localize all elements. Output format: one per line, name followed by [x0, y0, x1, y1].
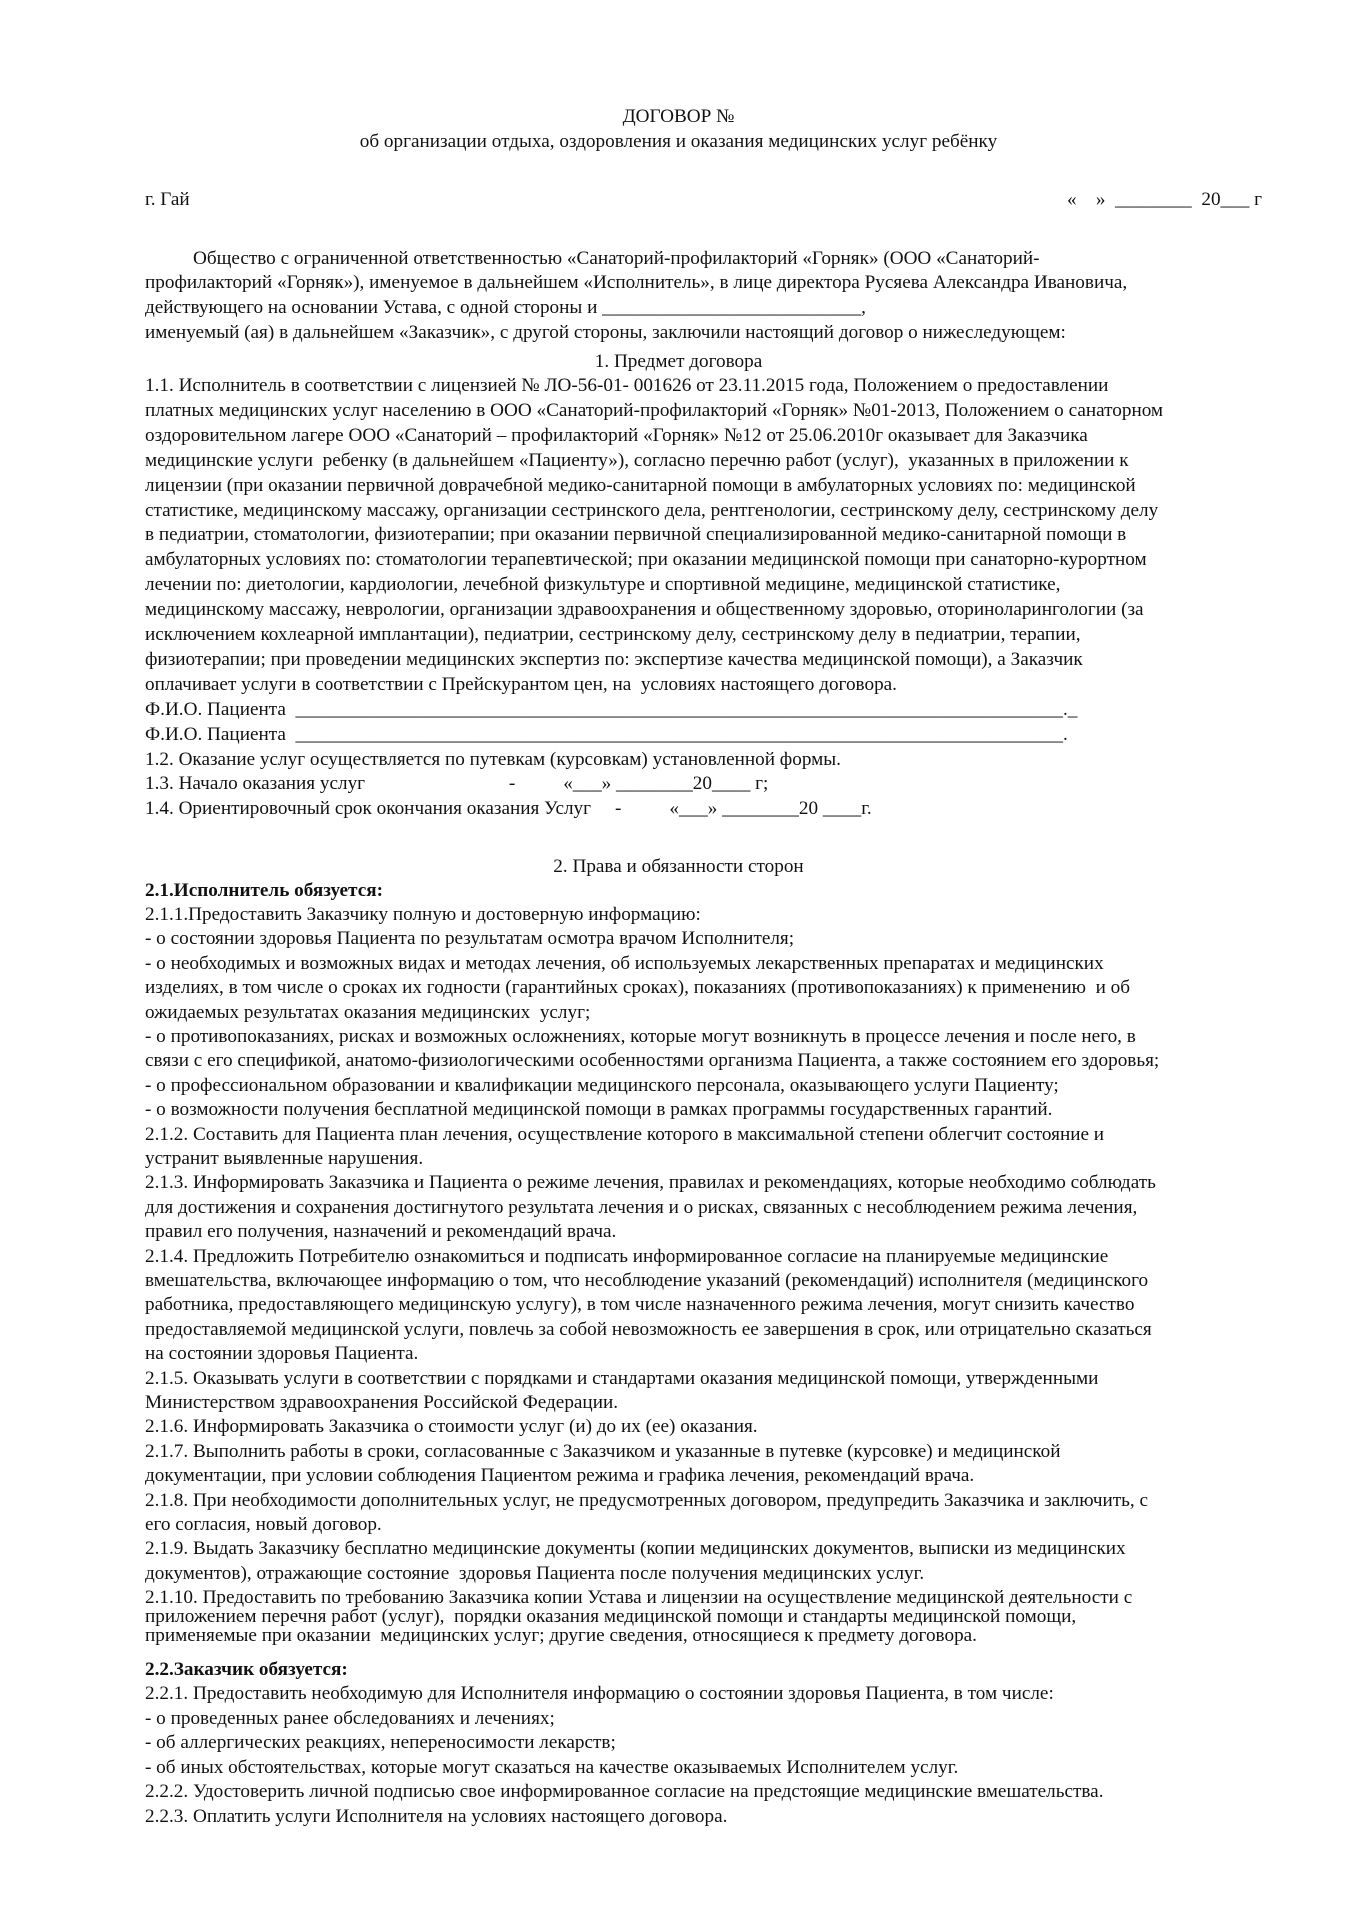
text-line: медицинскому массажу, неврологии, организации здравоохранения и общественному здоровью, оториноларингологии (за — [145, 599, 1144, 620]
text-line: - об аллергических реакциях, непереносимости лекарств; — [145, 1732, 616, 1753]
text-line: 1.1. Исполнитель в соответствии с лицензией № ЛО-56-01- 001626 от 23.11.2015 года, Положением о предоставлении — [145, 375, 1109, 396]
text-line: 2.2.1. Предоставить необходимую для Исполнителя информацию о состоянии здоровья Пациента, в том числе: — [145, 1683, 1054, 1704]
text-line: - о проведенных ранее обследованиях и лечениях; — [145, 1708, 555, 1729]
date-line: « » ________ 20___ г — [1067, 189, 1262, 210]
text-line: физиотерапии; при проведении медицинских экспертиз по: экспертизе качества медицинской помощи), а Заказчик — [145, 649, 1083, 670]
text-line: связи с его спецификой, анатомо-физиологическими особенностями организма Пациента, а также состоянием его здоровья; — [145, 1050, 1160, 1071]
text-line: лицензии (при оказании первичной доврачебной медико-санитарной помощи в амбулаторных условиях по: медицинской — [145, 475, 1136, 496]
text-line: 2.1.4. Предложить Потребителю ознакомиться и подписать информированное согласие на планируемые медицинские — [145, 1246, 1109, 1267]
text-line: Общество с ограниченной ответственностью «Санаторий-профилакторий «Горняк» (ООО «Санаторий- — [145, 248, 1040, 269]
text-line: 1.2. Оказание услуг осуществляется по путевкам (курсовкам) установленной формы. — [145, 749, 841, 770]
text-line: Ф.И.О. Пациента ________________________________________________________________________________._ — [145, 699, 1078, 720]
text-line: профилакторий «Горняк»), именуемое в дальнейшем «Исполнитель», в лице директора Русяева Александра Ивановича, — [145, 272, 1128, 293]
text-line: - о противопоказаниях, рисках и возможных осложнениях, которые могут возникнуть в процессе лечения и после него, в — [145, 1026, 1136, 1047]
document-subtitle: об организации отдыха, оздоровления и оказания медицинских услуг ребёнку — [359, 131, 998, 152]
text-line: Министерством здравоохранения Российской Федерации. — [145, 1392, 619, 1413]
text-line: - о состоянии здоровья Пациента по результатам осмотра врачом Исполнителя; — [145, 928, 795, 949]
text-line: в педиатрии, стоматологии, физиотерапии; при оказании первичной специализированной медико-санитарной помощи в — [145, 524, 1127, 545]
executor-obligations-heading: 2.1.Исполнитель обязуется: — [145, 880, 384, 901]
city: г. Гай — [145, 189, 190, 210]
text-line: - об иных обстоятельствах, которые могут сказаться на качестве оказываемых Исполнителем услуг. — [145, 1757, 959, 1778]
text-line: ожидаемых результатах оказания медицинских услуг; — [145, 1002, 591, 1023]
text-line: Ф.И.О. Пациента ________________________________________________________________________________. — [145, 724, 1068, 745]
text-line: именуемый (ая) в дальнейшем «Заказчик», с другой стороны, заключили настоящий договор о нижеследующем: — [145, 322, 1066, 343]
text-line: оплачивает услуги в соответствии с Прейскурантом цен, на условиях настоящего договора. — [145, 674, 897, 695]
text-line: амбулаторных условиях по: стоматологии терапевтической; при оказании медицинской помощи при санаторно-курортном — [145, 549, 1147, 570]
text-line: устранит выявленные нарушения. — [145, 1148, 424, 1169]
text-line: лечении по: диетологии, кардиологии, лечебной физкультуре и спортивной медицине, медицинской статистике, — [145, 574, 1061, 595]
text-line: 2.1.8. При необходимости дополнительных услуг, не предусмотренных договором, предупредить Заказчика и заключить, с — [145, 1490, 1149, 1511]
text-line: на состоянии здоровья Пациента. — [145, 1343, 419, 1364]
text-line: 2.1.5. Оказывать услуги в соответствии с порядками и стандартами оказания медицинской помощи, утвержденными — [145, 1368, 1099, 1389]
customer-obligations-heading: 2.2.Заказчик обязуется: — [145, 1659, 348, 1680]
text-line: приложением перечня работ (услуг), порядки оказания медицинской помощи и стандарты медицинской помощи, — [145, 1606, 1077, 1627]
text-line: правил его получения, назначений и рекомендаций врача. — [145, 1221, 617, 1242]
text-line: платных медицинских услуг населению в ООО «Санаторий-профилакторий «Горняк» №01-2013, Положением о санаторном — [145, 400, 1164, 421]
text-line: 2.2.2. Удостоверить личной подписью свое информированное согласие на предстоящие медицинские вмешательства. — [145, 1781, 1104, 1802]
text-line: для достижения и сохранения достигнутого результата лечения и о рисках, связанных с несоблюдением режима лечения, — [145, 1197, 1138, 1218]
text-line: 2.1.2. Составить для Пациента план лечения, осуществление которого в максимальной степени облегчит состояние и — [145, 1124, 1105, 1145]
text-line: - о профессиональном образовании и квалификации медицинского персонала, оказывающего услуги Пациенту; — [145, 1075, 1059, 1096]
document-title: ДОГОВОР № — [622, 106, 735, 127]
text-line: медицинские услуги ребенку (в дальнейшем «Пациенту»), согласно перечню работ (услуг), указанных в приложении к — [145, 450, 1129, 471]
text-line: - о возможности получения бесплатной медицинской помощи в рамках программы государственных гарантий. — [145, 1099, 1053, 1120]
text-line: 2.1.1.Предоставить Заказчику полную и достоверную информацию: — [145, 904, 701, 925]
text-line: вмешательства, включающее информацию о том, что несоблюдение указаний (рекомендаций) исполнителя (медицинского — [145, 1270, 1149, 1291]
text-line: 2.1.9. Выдать Заказчику бесплатно медицинские документы (копии медицинских документов, выписки из медицинских — [145, 1538, 1126, 1559]
text-line: 2.1.7. Выполнить работы в сроки, согласованные с Заказчиком и указанные в путевке (курсовке) и медицинской — [145, 1441, 1061, 1462]
text-line: исключением кохлеарной имплантации), педиатрии, сестринскому делу, сестринскому делу в педиатрии, терапии, — [145, 624, 1081, 645]
text-line: 2.2.3. Оплатить услуги Исполнителя на условиях настоящего договора. — [145, 1806, 728, 1827]
section-2-heading: 2. Права и обязанности сторон — [553, 856, 804, 877]
text-line: предоставляемой медицинской услуги, повлечь за собой невозможность ее завершения в срок, или отрицательно сказаться — [145, 1319, 1152, 1340]
text-line: 1.3. Начало оказания услуг - «___» ________20____ г; — [145, 773, 769, 794]
text-line: применяемые при оказании медицинских услуг; другие сведения, относящиеся к предмету договора. — [145, 1625, 977, 1646]
text-line: - о необходимых и возможных видах и методах лечения, об используемых лекарственных препаратах и медицинских — [145, 953, 1104, 974]
text-line: документов), отражающие состояние здоровья Пациента после получения медицинских услуг. — [145, 1563, 925, 1584]
text-line: 2.1.3. Информировать Заказчика и Пациента о режиме лечения, правилах и рекомендациях, которые необходимо соблюдать — [145, 1172, 1156, 1193]
text-line: статистике, медицинскому массажу, организации сестринского дела, рентгенологии, сестринскому делу, сестринскому делу — [145, 500, 1159, 521]
text-line: действующего на основании Устава, с одной стороны и ___________________________, — [145, 297, 866, 318]
text-line: изделиях, в том числе о сроках их годности (гарантийных сроках), показаниях (противопоказаниях) к применению и об — [145, 977, 1131, 998]
text-line: работника, предоставляющего медицинскую услугу), в том числе назначенного режима лечения, могут снизить качество — [145, 1294, 1135, 1315]
section-1-heading: 1. Предмет договора — [594, 351, 763, 372]
text-line: 2.1.10. Предоставить по требованию Заказчика копии Устава и лицензии на осуществление медицинской деятельности с — [145, 1587, 1133, 1608]
text-line: 2.1.6. Информировать Заказчика о стоимости услуг (и) до их (ее) оказания. — [145, 1416, 758, 1437]
text-line: документации, при условии соблюдения Пациентом режима и графика лечения, рекомендаций врача. — [145, 1465, 975, 1486]
text-line: 1.4. Ориентировочный срок окончания оказания Услуг - «___» ________20 ____г. — [145, 798, 872, 819]
text-line: его согласия, новый договор. — [145, 1514, 382, 1535]
text-line: оздоровительном лагере ООО «Санаторий – профилакторий «Горняк» №12 от 25.06.2010г оказывает для Заказчика — [145, 425, 1088, 446]
